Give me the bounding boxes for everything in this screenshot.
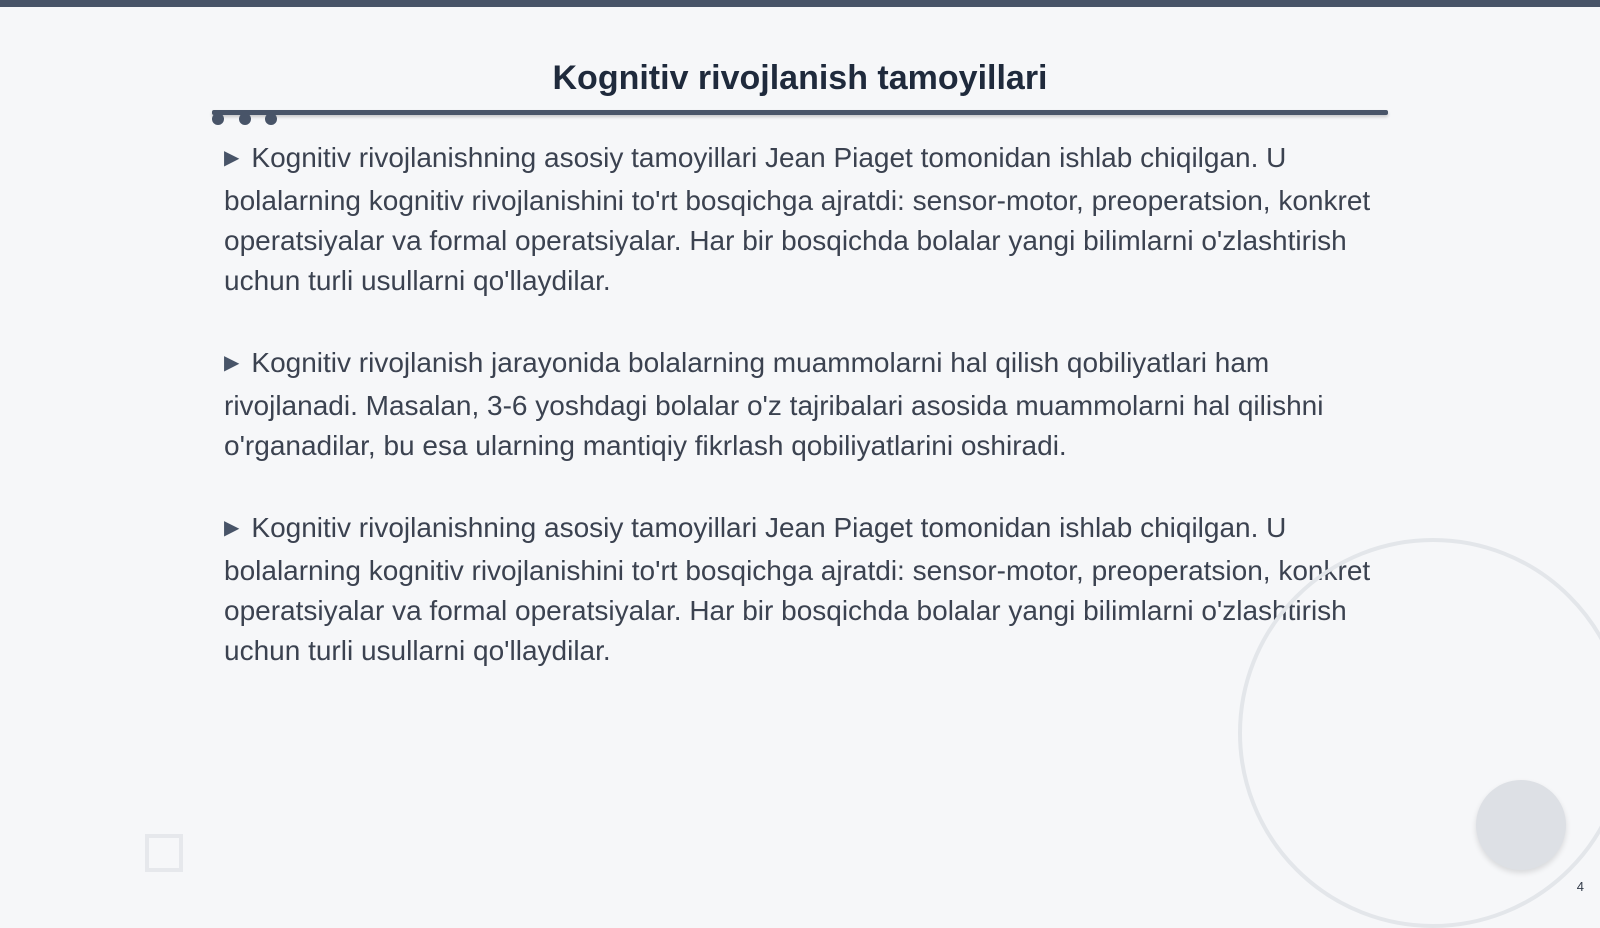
decorative-dot <box>212 113 224 125</box>
bullet-paragraph-3 <box>224 508 1384 671</box>
paragraph-text: Kognitiv rivojlanish jarayonida bolalarning muammolarni hal qilish qobiliyatlari ham rivojlanadi. Masalan, 3-6 yoshdagi bolalar o'z tajribalari asosida muammolarni hal qilishni o'rganadilar, bu esa ularning mantiqiy fikrlash qobiliyatlarini oshiradi. <box>224 347 1324 461</box>
paragraph-text: Kognitiv rivojlanishning asosiy tamoyillari Jean Piaget tomonidan ishlab chiqilgan. U bolalarning kognitiv rivojlanishini to'rt bosqichga ajratdi: sensor-motor, preoperatsion, konkret operatsiyalar va formal operatsiyalar. Har bir bosqichda bolalar yangi bilimlarni o'zlashtirish uchun turli usullarni qo'llaydilar. <box>224 512 1371 666</box>
bullet-paragraph-1 <box>224 138 1384 301</box>
triangle-right-icon: ▶ <box>224 517 240 539</box>
page-number: 4 <box>1576 879 1584 894</box>
slide-content <box>224 138 1384 713</box>
triangle-right-icon: ▶ <box>224 147 240 169</box>
triangle-right-icon: ▶ <box>224 352 240 374</box>
top-accent-bar <box>0 0 1600 7</box>
title-underline <box>212 110 1388 115</box>
decorative-square <box>145 834 183 872</box>
slide-title: Kognitiv rivojlanish tamoyillari <box>552 59 1048 97</box>
paragraph-text: Kognitiv rivojlanishning asosiy tamoyillari Jean Piaget tomonidan ishlab chiqilgan. U bolalarning kognitiv rivojlanishini to'rt bosqichga ajratdi: sensor-motor, preoperatsion, konkret operatsiyalar va formal operatsiyalar. Har bir bosqichda bolalar yangi bilimlarni o'zlashtirish uchun turli usullarni qo'llaydilar. <box>224 142 1371 296</box>
decorative-ring <box>1238 538 1600 928</box>
decorative-circle <box>1476 780 1566 870</box>
decorative-dot <box>239 113 251 125</box>
bullet-paragraph-2 <box>224 343 1384 466</box>
decorative-dot <box>265 113 277 125</box>
